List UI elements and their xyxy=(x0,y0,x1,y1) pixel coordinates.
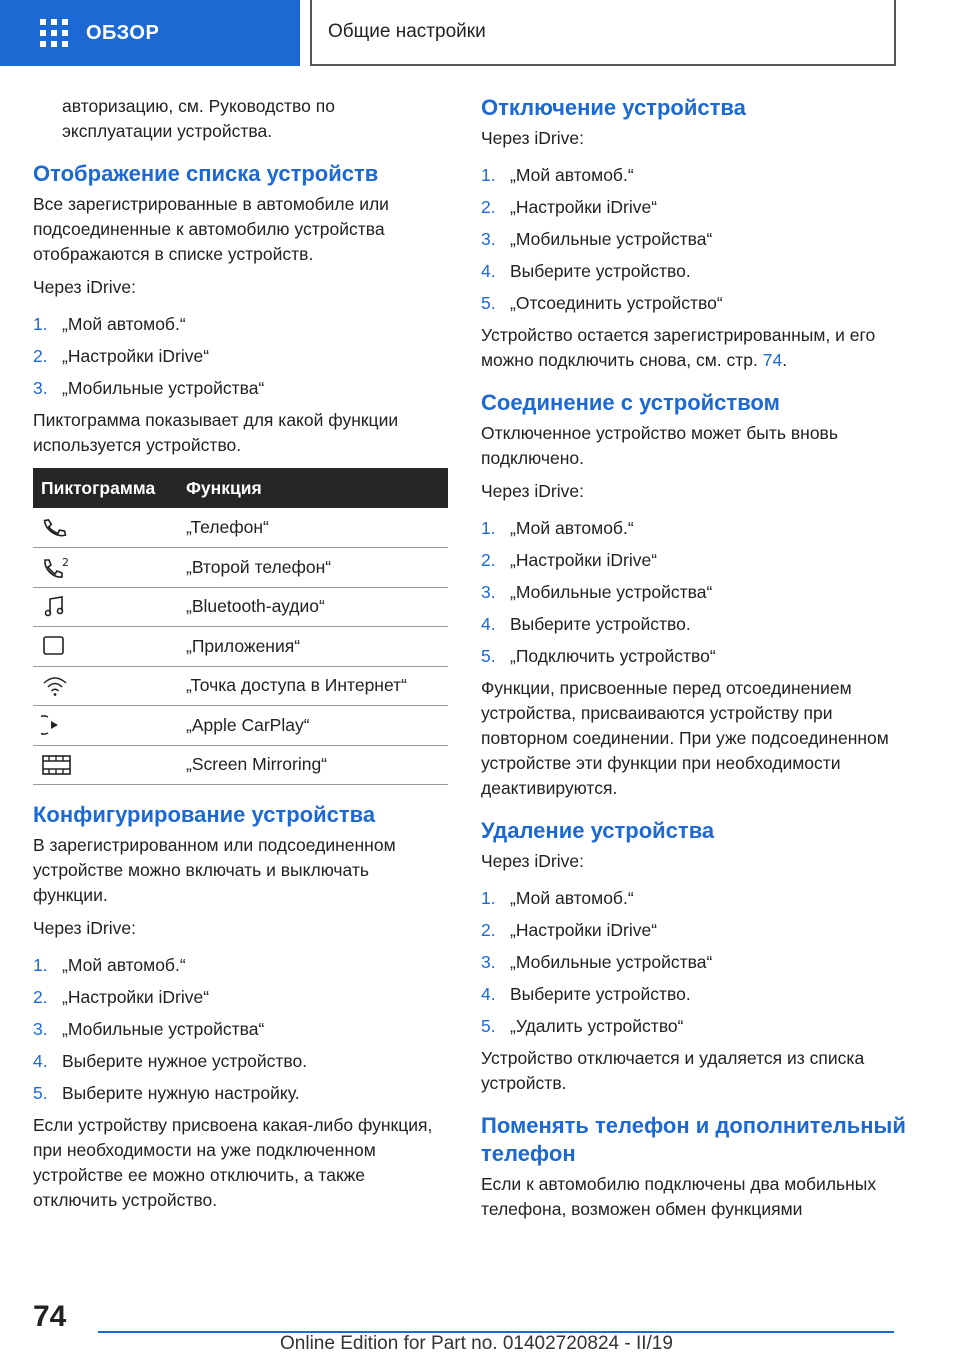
screen-mirroring-icon xyxy=(33,745,178,785)
topic-title: Общие настройки xyxy=(328,21,486,42)
via-idrive-label: Через iDrive: xyxy=(33,277,136,297)
delete-after-text: Устройство отключается и удаляется из списка устройств. xyxy=(481,1048,865,1093)
list-item xyxy=(481,223,906,255)
overview-nav-label: ОБЗОР xyxy=(86,21,160,44)
disconnect-after-body: Устройство остается зарегистрированным, и его можно подключить снова, см. стр. xyxy=(481,325,876,370)
function-carplay: „Apple CarPlay“ xyxy=(178,706,448,746)
step-number: 4. xyxy=(481,983,496,1004)
overview-nav-button[interactable] xyxy=(0,0,300,66)
step-text: „Мобильные устройства“ xyxy=(510,951,713,972)
step-text: Выберите нужное устройство. xyxy=(62,1050,308,1071)
music-note-icon xyxy=(33,587,178,627)
list-item xyxy=(481,287,906,319)
edition-footer: Online Edition for Part no. 01402720824 - II/19 xyxy=(280,1333,673,1354)
list-item xyxy=(33,372,448,404)
list-item xyxy=(481,191,906,223)
table-header-function: Функция xyxy=(178,468,448,508)
table-row xyxy=(33,706,448,746)
step-text: „Отсоединить устройство“ xyxy=(510,292,723,313)
list-item xyxy=(481,978,906,1010)
symbol-text: Пиктограмма показывает для какой функции используется устройство. xyxy=(33,410,399,455)
disconnect-after-text xyxy=(481,323,906,373)
step-number: 3. xyxy=(33,377,48,398)
top-bar xyxy=(0,0,960,66)
apps-square-icon xyxy=(33,627,178,667)
step-text: „Мой автомоб.“ xyxy=(62,313,186,334)
carplay-icon xyxy=(33,706,178,746)
list-item xyxy=(481,914,906,946)
function-hotspot: „Точка доступа в Интернет“ xyxy=(178,666,448,706)
table-header-pictogram: Пиктограмма xyxy=(33,468,178,508)
step-number: 3. xyxy=(481,228,496,249)
step-number: 1. xyxy=(481,164,496,185)
via-idrive-label: Через iDrive: xyxy=(481,128,584,148)
function-second-phone: „Второй телефон“ xyxy=(178,548,448,588)
config-steps-list xyxy=(33,949,448,1109)
step-number: 3. xyxy=(33,1018,48,1039)
display-steps-list xyxy=(33,308,448,404)
display-list-text: Все зарегистрированные в автомобиле или подсоединенные к автомобилю устройства отображаются в списке устройств. xyxy=(33,194,389,264)
step-text: „Настройки iDrive“ xyxy=(510,919,658,940)
table-row xyxy=(33,627,448,667)
swap-text: Если к автомобилю подключены два мобильных телефона, возможен обмен функциями xyxy=(481,1174,877,1219)
disconnect-heading: Отключение устройства xyxy=(481,95,746,120)
page-74-link[interactable]: 74 xyxy=(762,350,783,370)
step-text: „Подключить устройство“ xyxy=(510,645,716,666)
step-number: 1. xyxy=(33,313,48,334)
list-item xyxy=(33,949,448,981)
step-text: Выберите устройство. xyxy=(510,983,691,1004)
table-row xyxy=(33,745,448,785)
display-list-heading: Отображение списка устройств xyxy=(33,161,379,186)
via-idrive-label: Через iDrive: xyxy=(481,851,584,871)
config-text: В зарегистрированном или подсоединенном устройстве можно включать и выключать функции. xyxy=(33,835,396,905)
step-number: 2. xyxy=(33,345,48,366)
disconnect-after-end: . xyxy=(782,350,788,370)
step-text: „Удалить устройство“ xyxy=(510,1015,684,1036)
delete-steps-list xyxy=(481,882,906,1042)
config-heading: Конфигурирование устройства xyxy=(33,802,376,827)
wifi-icon xyxy=(33,666,178,706)
step-number: 5. xyxy=(481,645,496,666)
step-number: 3. xyxy=(481,581,496,602)
svg-text:2: 2 xyxy=(62,556,69,570)
list-item xyxy=(33,1045,448,1077)
list-item xyxy=(481,544,906,576)
step-text: „Настройки iDrive“ xyxy=(510,549,658,570)
table-row xyxy=(33,666,448,706)
step-number: 1. xyxy=(33,954,48,975)
function-apps: „Приложения“ xyxy=(178,627,448,667)
list-item xyxy=(481,608,906,640)
list-item xyxy=(481,159,906,191)
list-item xyxy=(33,308,448,340)
list-item xyxy=(481,1010,906,1042)
second-phone-icon xyxy=(33,548,178,588)
right-column xyxy=(481,94,906,1230)
step-text: Выберите нужную настройку. xyxy=(62,1082,300,1103)
swap-heading: Поменять телефон и дополнительный телефон xyxy=(481,1113,906,1166)
step-text: Выберите устройство. xyxy=(510,260,691,281)
connect-text: Отключенное устройство может быть вновь подключено. xyxy=(481,423,838,468)
topic-tab[interactable] xyxy=(310,0,896,66)
function-phone: „Телефон“ xyxy=(178,508,448,548)
step-text: „Мобильные устройства“ xyxy=(62,1018,265,1039)
list-item xyxy=(481,640,906,672)
table-row xyxy=(33,548,448,588)
step-text: „Настройки iDrive“ xyxy=(62,986,210,1007)
disconnect-steps-list xyxy=(481,159,906,319)
pictogram-table xyxy=(33,468,448,785)
list-item xyxy=(33,340,448,372)
step-number: 1. xyxy=(481,517,496,538)
list-item xyxy=(481,946,906,978)
connect-heading: Соединение с устройством xyxy=(481,390,780,415)
table-row xyxy=(33,508,448,548)
step-number: 3. xyxy=(481,951,496,972)
step-number: 1. xyxy=(481,887,496,908)
list-item xyxy=(481,576,906,608)
connect-steps-list xyxy=(481,512,906,672)
step-text: „Мой автомоб.“ xyxy=(510,887,634,908)
phone-icon xyxy=(33,508,178,548)
list-item xyxy=(33,1013,448,1045)
list-item xyxy=(481,255,906,287)
step-text: „Настройки iDrive“ xyxy=(510,196,658,217)
grid-menu-icon xyxy=(40,19,68,47)
step-number: 4. xyxy=(33,1050,48,1071)
step-number: 4. xyxy=(481,260,496,281)
delete-heading: Удаление устройства xyxy=(481,818,715,843)
function-screen-mirroring: „Screen Mirroring“ xyxy=(178,745,448,785)
function-bluetooth-audio: „Bluetooth-аудио“ xyxy=(178,587,448,627)
left-column xyxy=(33,94,448,1221)
step-number: 2. xyxy=(481,196,496,217)
step-number: 4. xyxy=(481,613,496,634)
page-number: 74 xyxy=(33,1300,67,1333)
step-text: „Настройки iDrive“ xyxy=(62,345,210,366)
via-idrive-label: Через iDrive: xyxy=(33,918,136,938)
via-idrive-label: Через iDrive: xyxy=(481,481,584,501)
config-after-text: Если устройству присвоена какая-либо функция, при необходимости на уже подключенном устройстве ее можно отключить, а также отключить устройство. xyxy=(33,1115,433,1210)
list-item xyxy=(481,882,906,914)
table-row xyxy=(33,587,448,627)
step-text: „Мой автомоб.“ xyxy=(510,517,634,538)
connect-after-text: Функции, присвоенные перед отсоединением устройства, присваиваются устройству при повторном соединении. При уже подсоединенном устройстве эти функции при необходимости деактивируются. xyxy=(481,678,889,798)
step-number: 2. xyxy=(481,919,496,940)
step-number: 5. xyxy=(481,1015,496,1036)
step-text: „Мобильные устройства“ xyxy=(510,581,713,602)
step-text: „Мой автомоб.“ xyxy=(510,164,634,185)
step-text: Выберите устройство. xyxy=(510,613,691,634)
list-item xyxy=(481,512,906,544)
list-item xyxy=(33,1077,448,1109)
intro-paragraph: авторизацию, см. Руководство по эксплуатации устройства. xyxy=(62,96,335,141)
step-number: 2. xyxy=(33,986,48,1007)
step-number: 5. xyxy=(481,292,496,313)
step-text: „Мобильные устройства“ xyxy=(62,377,265,398)
step-text: „Мой автомоб.“ xyxy=(62,954,186,975)
step-number: 5. xyxy=(33,1082,48,1103)
step-number: 2. xyxy=(481,549,496,570)
list-item xyxy=(33,981,448,1013)
step-text: „Мобильные устройства“ xyxy=(510,228,713,249)
